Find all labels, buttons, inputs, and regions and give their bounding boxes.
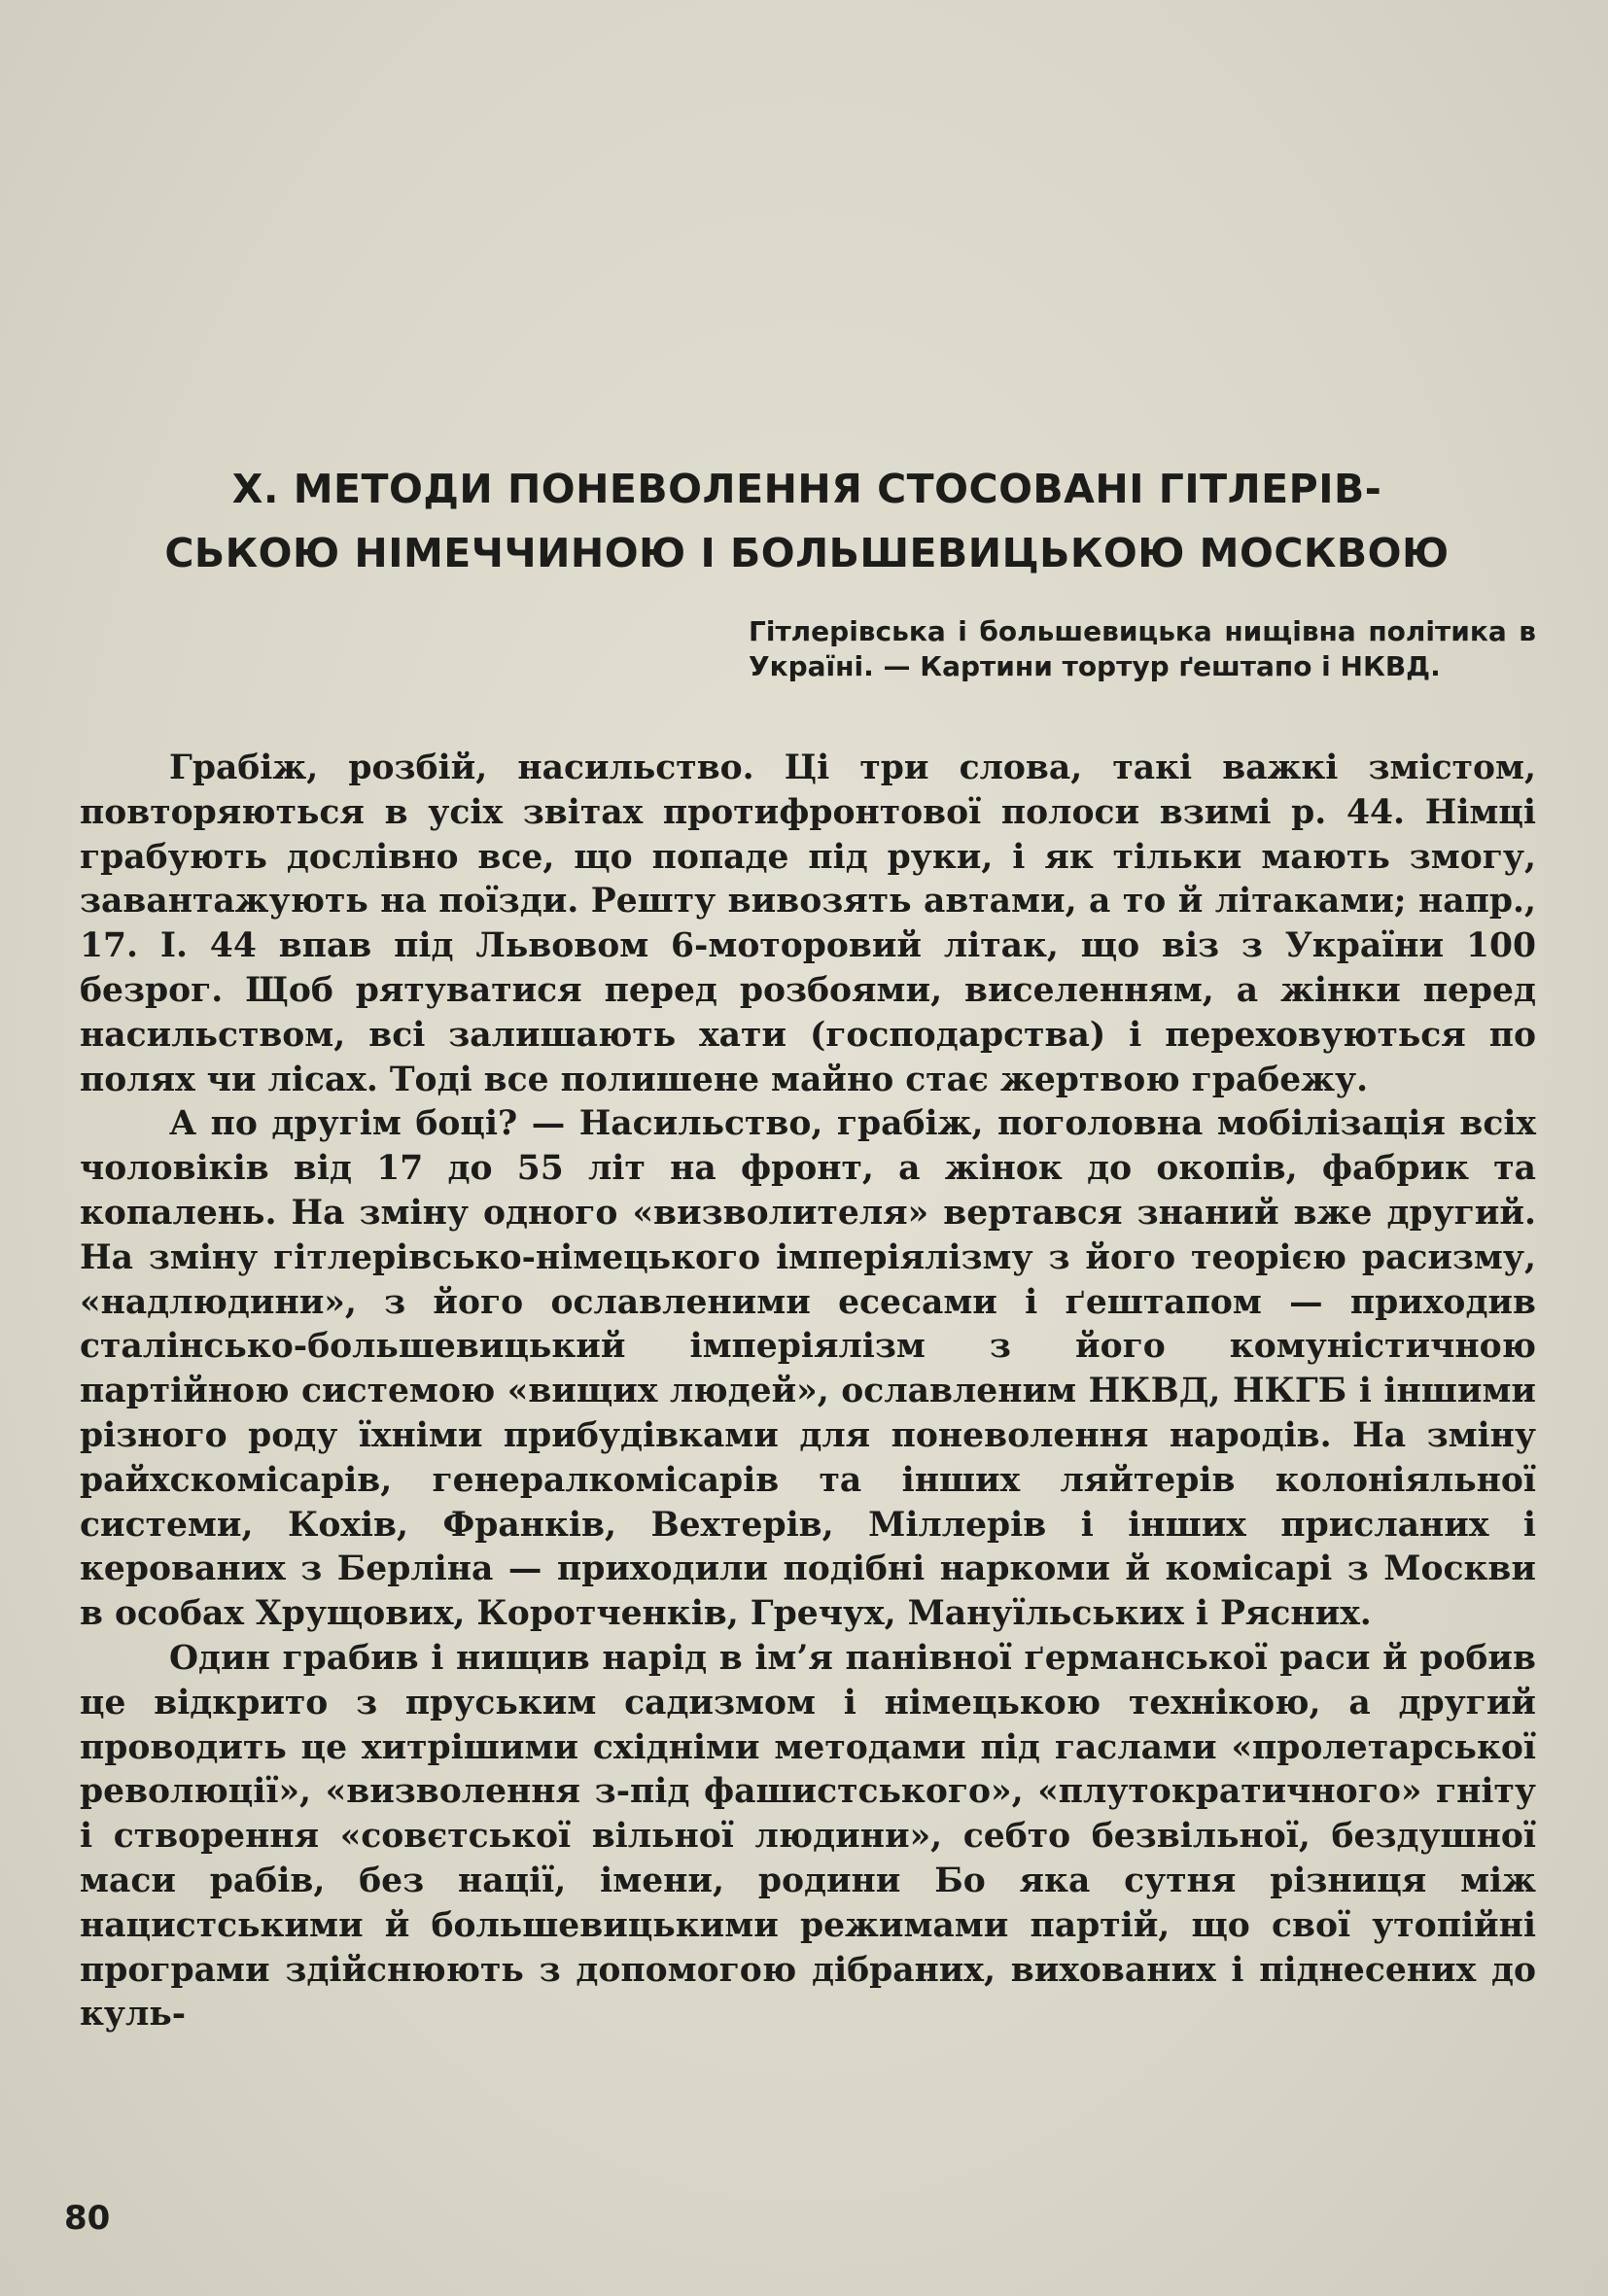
body-text [80,747,1536,2037]
chapter-title-line-1: X. МЕТОДИ ПОНЕВОЛЕННЯ СТОСОВАНІ ГІТЛЕРІВ- [231,466,1382,512]
chapter-title-line-2: СЬКОЮ НІМЕЧЧИНОЮ І БОЛЬШЕВИЦЬКОЮ МОСКВОЮ [164,530,1450,576]
paragraph-1: Грабіж, розбій, насильство. Ці три слова, такі важкі змістом, повторяються в усіх звітах протифронтової полоси взимі р. 44. Німці грабують дослівно все, що попаде під руки, і як тільки мають змогу, завантажують на поїзди. Решту вивозять автами, а то й літаками; напр., 17. I. 44 впав під Львовом 6-моторовий літак, що віз з України 100 безрог. Щоб рятуватися перед розбоями, виселенням, а жінки перед насильством, всі залишають хати (господарства) і переховуються по полях чи лісах. Тоді все полишене майно стає жертвою грабежу. [80,748,1536,1099]
chapter-title [107,457,1507,585]
paragraph-2: А по другім боці? — Насильство, грабіж, поголовна мобілізація всіх чоловіків від 17 до 55 літ на фронт, а жінок до окопів, фабрик та копалень. На зміну одного «визволителя» вертався знаний вже другий. На зміну гітлерівсько-німецького імперіялізму з його теорією расизму, «надлюдини», з його ославленими есесами і ґештапом — приходив сталінсько-большевицький імперіялізм з його комуністичною партійною системою «вищих людей», ославленим НКВД, НКГБ і іншими різного роду їхніми прибудівками для поневолення народів. На зміну райхскомісарів, генералкомісарів та інших ляйтерів колоніяльної системи, Кохів, Франків, Вехтерів, Міллерів і інших присланих і керованих з Берліна — приходили подібні наркоми й комісарі з Москви в особах Хрущових, Коротченків, Гречух, Мануїльських і Рясних. [80,1104,1536,1634]
paragraph-3: Один грабив і нищив нарід в ім’я панівної ґерманської раси й робив це відкрито з пруським садизмом і німецькою технікою, а другий проводить це хитрішими східніми методами під гаслами «пролетарської революції», «визволення з-під фашистського», «плутократичного» гніту і створення «совєтської вільної людини», себто безвільної, бездушної маси рабів, без нації, імени, родини Бо яка сутня різниця між нацистськими й большевицькими режимами партій, що свої утопійні програми здійснюють з допомогою дібраних, вихованих і піднесених до куль- [80,1638,1536,2035]
page-number: 80 [64,2199,111,2238]
chapter-epigraph: Гітлерівська і большевицька нищівна політика в Україні. — Картини тортур ґештапо і НКВД. [749,615,1536,682]
